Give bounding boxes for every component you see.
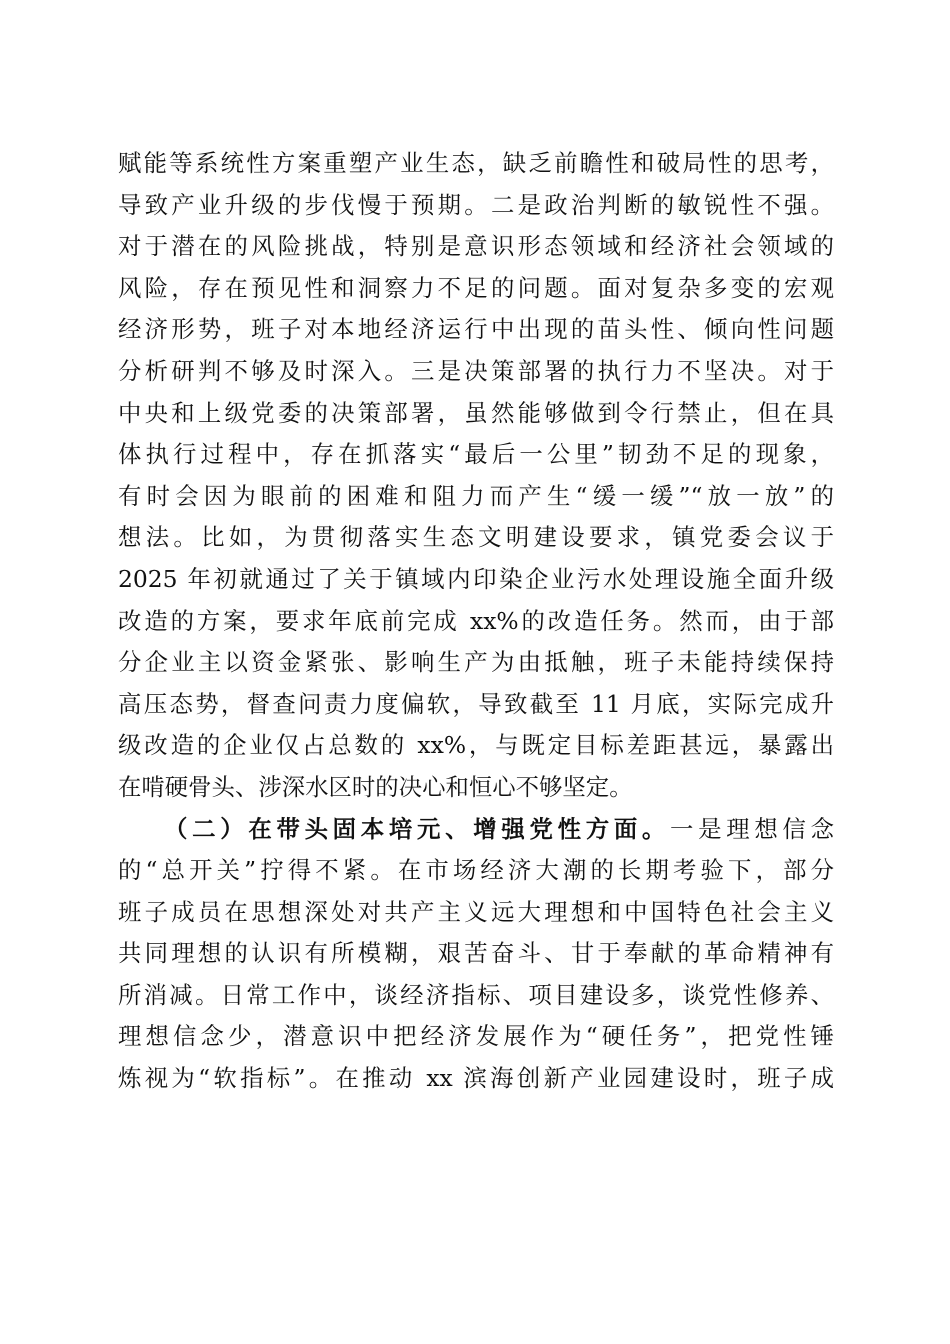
text-line: 炼视为“软指标”。在推动 xx 滨海创新产业园建设时，班子成 (118, 1064, 834, 1093)
text-line: 的“总开关”拧得不紧。在市场经济大潮的长期考验下，部分 (118, 856, 834, 885)
text-line: 所消减。日常工作中，谈经济指标、项目建设多，谈党性修养、 (118, 980, 834, 1009)
document-body (118, 143, 834, 1100)
text-line: 改造的方案，要求年底前完成 xx%的改造任务。然而，由于部 (118, 606, 834, 635)
text-line: 风险，存在预见性和洞察力不足的问题。面对复杂多变的宏观 (118, 273, 834, 302)
text-line: 经济形势，班子对本地经济运行中出现的苗头性、倾向性问题 (118, 315, 834, 344)
paragraph-party-spirit (118, 809, 834, 1100)
text-line: 有时会因为眼前的困难和阻力而产生“缓一缓”“放一放”的 (118, 481, 834, 510)
section-heading: （二）在带头固本培元、增强党性方面。 (164, 814, 671, 843)
text-line: 班子成员在思想深处对共产主义远大理想和中国特色社会主义 (118, 897, 834, 926)
paragraph-execution-issues (118, 143, 834, 809)
text-line: 导致产业升级的步伐慢于预期。二是政治判断的敏锐性不强。 (118, 190, 834, 219)
text-line: 对于潜在的风险挑战，特别是意识形态领域和经济社会领域的 (118, 232, 834, 261)
text-line: 理想信念少，潜意识中把经济发展作为“硬任务”，把党性锤 (118, 1022, 834, 1051)
text-line: 中央和上级党委的决策部署，虽然能够做到令行禁止，但在具 (118, 398, 834, 427)
text-line: 在啃硬骨头、涉深水区时的决心和恒心不够坚定。 (118, 772, 633, 801)
text-run: 一是理想信念 (670, 814, 835, 843)
text-line: 级改造的企业仅占总数的 xx%，与既定目标差距甚远，暴露出 (118, 731, 834, 760)
text-line: 想法。比如，为贯彻落实生态文明建设要求，镇党委会议于 (118, 523, 834, 552)
text-line: 共同理想的认识有所模糊，艰苦奋斗、甘于奉献的革命精神有 (118, 939, 834, 968)
text-line: 2025 年初就通过了关于镇域内印染企业污水处理设施全面升级 (118, 564, 834, 593)
text-line: 赋能等系统性方案重塑产业生态，缺乏前瞻性和破局性的思考， (118, 149, 834, 177)
text-line: 体执行过程中，存在抓落实“最后一公里”韧劲不足的现象， (118, 440, 834, 469)
text-line-with-heading (118, 809, 834, 851)
text-line: 分企业主以资金紧张、影响生产为由抵触，班子未能持续保持 (118, 648, 834, 677)
text-line: 分析研判不够及时深入。三是决策部署的执行力不坚决。对于 (118, 356, 834, 385)
text-line: 高压态势，督查问责力度偏软，导致截至 11 月底，实际完成升 (118, 689, 834, 718)
